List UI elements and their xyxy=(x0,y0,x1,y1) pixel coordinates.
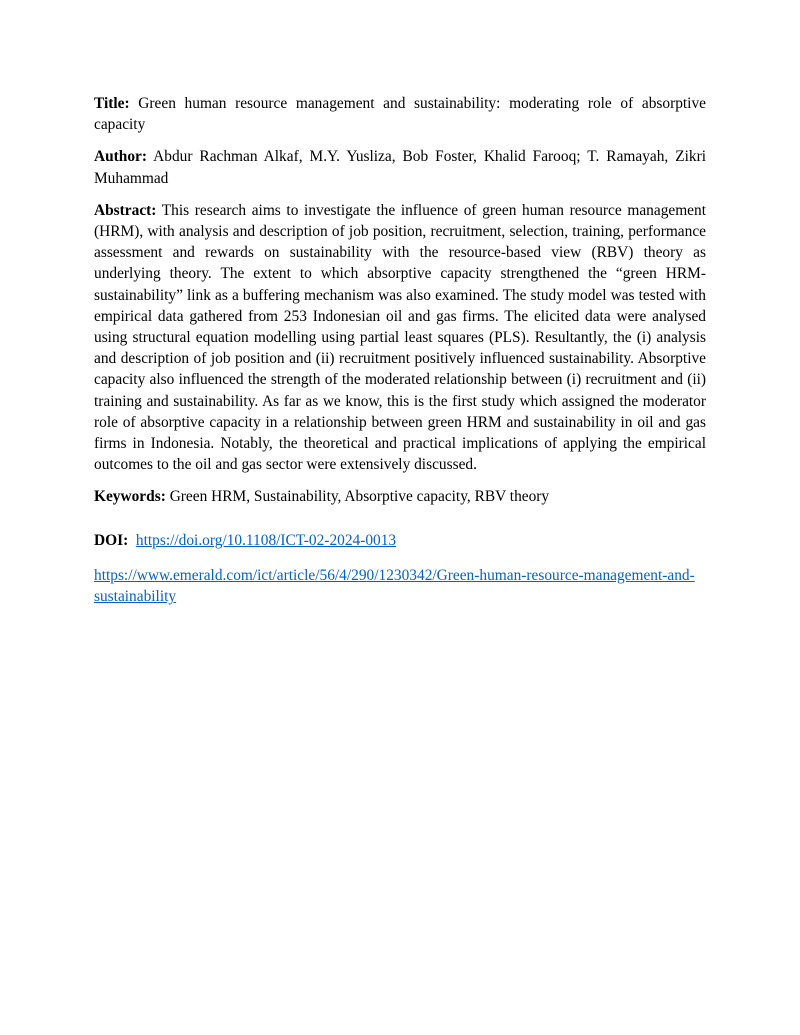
article-url-link[interactable]: https://www.emerald.com/ict/article/56/4/290/1230342/Green-human-resource-management-and-sustainability xyxy=(94,566,695,606)
doi-label: DOI: xyxy=(94,531,129,549)
title-label: Title: xyxy=(94,95,130,112)
keywords-text: Green HRM, Sustainability, Absorptive capacity, RBV theory xyxy=(169,488,550,506)
doi-link[interactable]: https://doi.org/10.1108/ICT-02-2024-0013 xyxy=(135,531,397,549)
author-text: Abdur Rachman Alkaf, M.Y. Yusliza, Bob Foster, Khalid Farooq; T. Ramayah, Zikri Muhammad xyxy=(94,148,707,187)
keywords-label: Keywords: xyxy=(94,488,166,506)
author-paragraph xyxy=(94,146,706,188)
keywords-paragraph xyxy=(94,486,706,507)
document-page xyxy=(94,93,706,618)
title-text: Green human resource management and sustainability: moderating role of absorptive capacity xyxy=(94,95,706,134)
abstract-label: Abstract: xyxy=(94,201,157,219)
abstract-text: This research aims to investigate the influence of green human resource management (HRM), with analysis and description of job position, recruitment, selection, training, performance assessment and rewards on sustainability with the resource-based view (RBV) theory as underlying theory. The extent to which absorptive capacity strengthened the “green HRM-sustainability” link as a buffering mechanism was also examined. The study model was tested with empirical data gathered from 253 Indonesian oil and gas firms. The elicited data were analysed using structural equation modelling using partial least squares (PLS). Resultantly, the (i) analysis and description of job position and (ii) recruitment positively influenced sustainability. Absorptive capacity also influenced the strength of the moderated relationship between (i) recruitment and (ii) training and sustainability. As far as we know, this is the first study which assigned the moderator role of absorptive capacity in a relationship between green HRM and sustainability in oil and gas firms in Indonesia. Notably, the theoretical and practical implications of applying the empirical outcomes to the oil and gas sector were extensively discussed. xyxy=(94,201,706,474)
abstract-paragraph xyxy=(94,200,706,476)
article-url-paragraph xyxy=(94,565,706,607)
title-paragraph xyxy=(94,93,706,135)
author-label: Author: xyxy=(94,148,148,166)
doi-paragraph xyxy=(94,530,706,551)
